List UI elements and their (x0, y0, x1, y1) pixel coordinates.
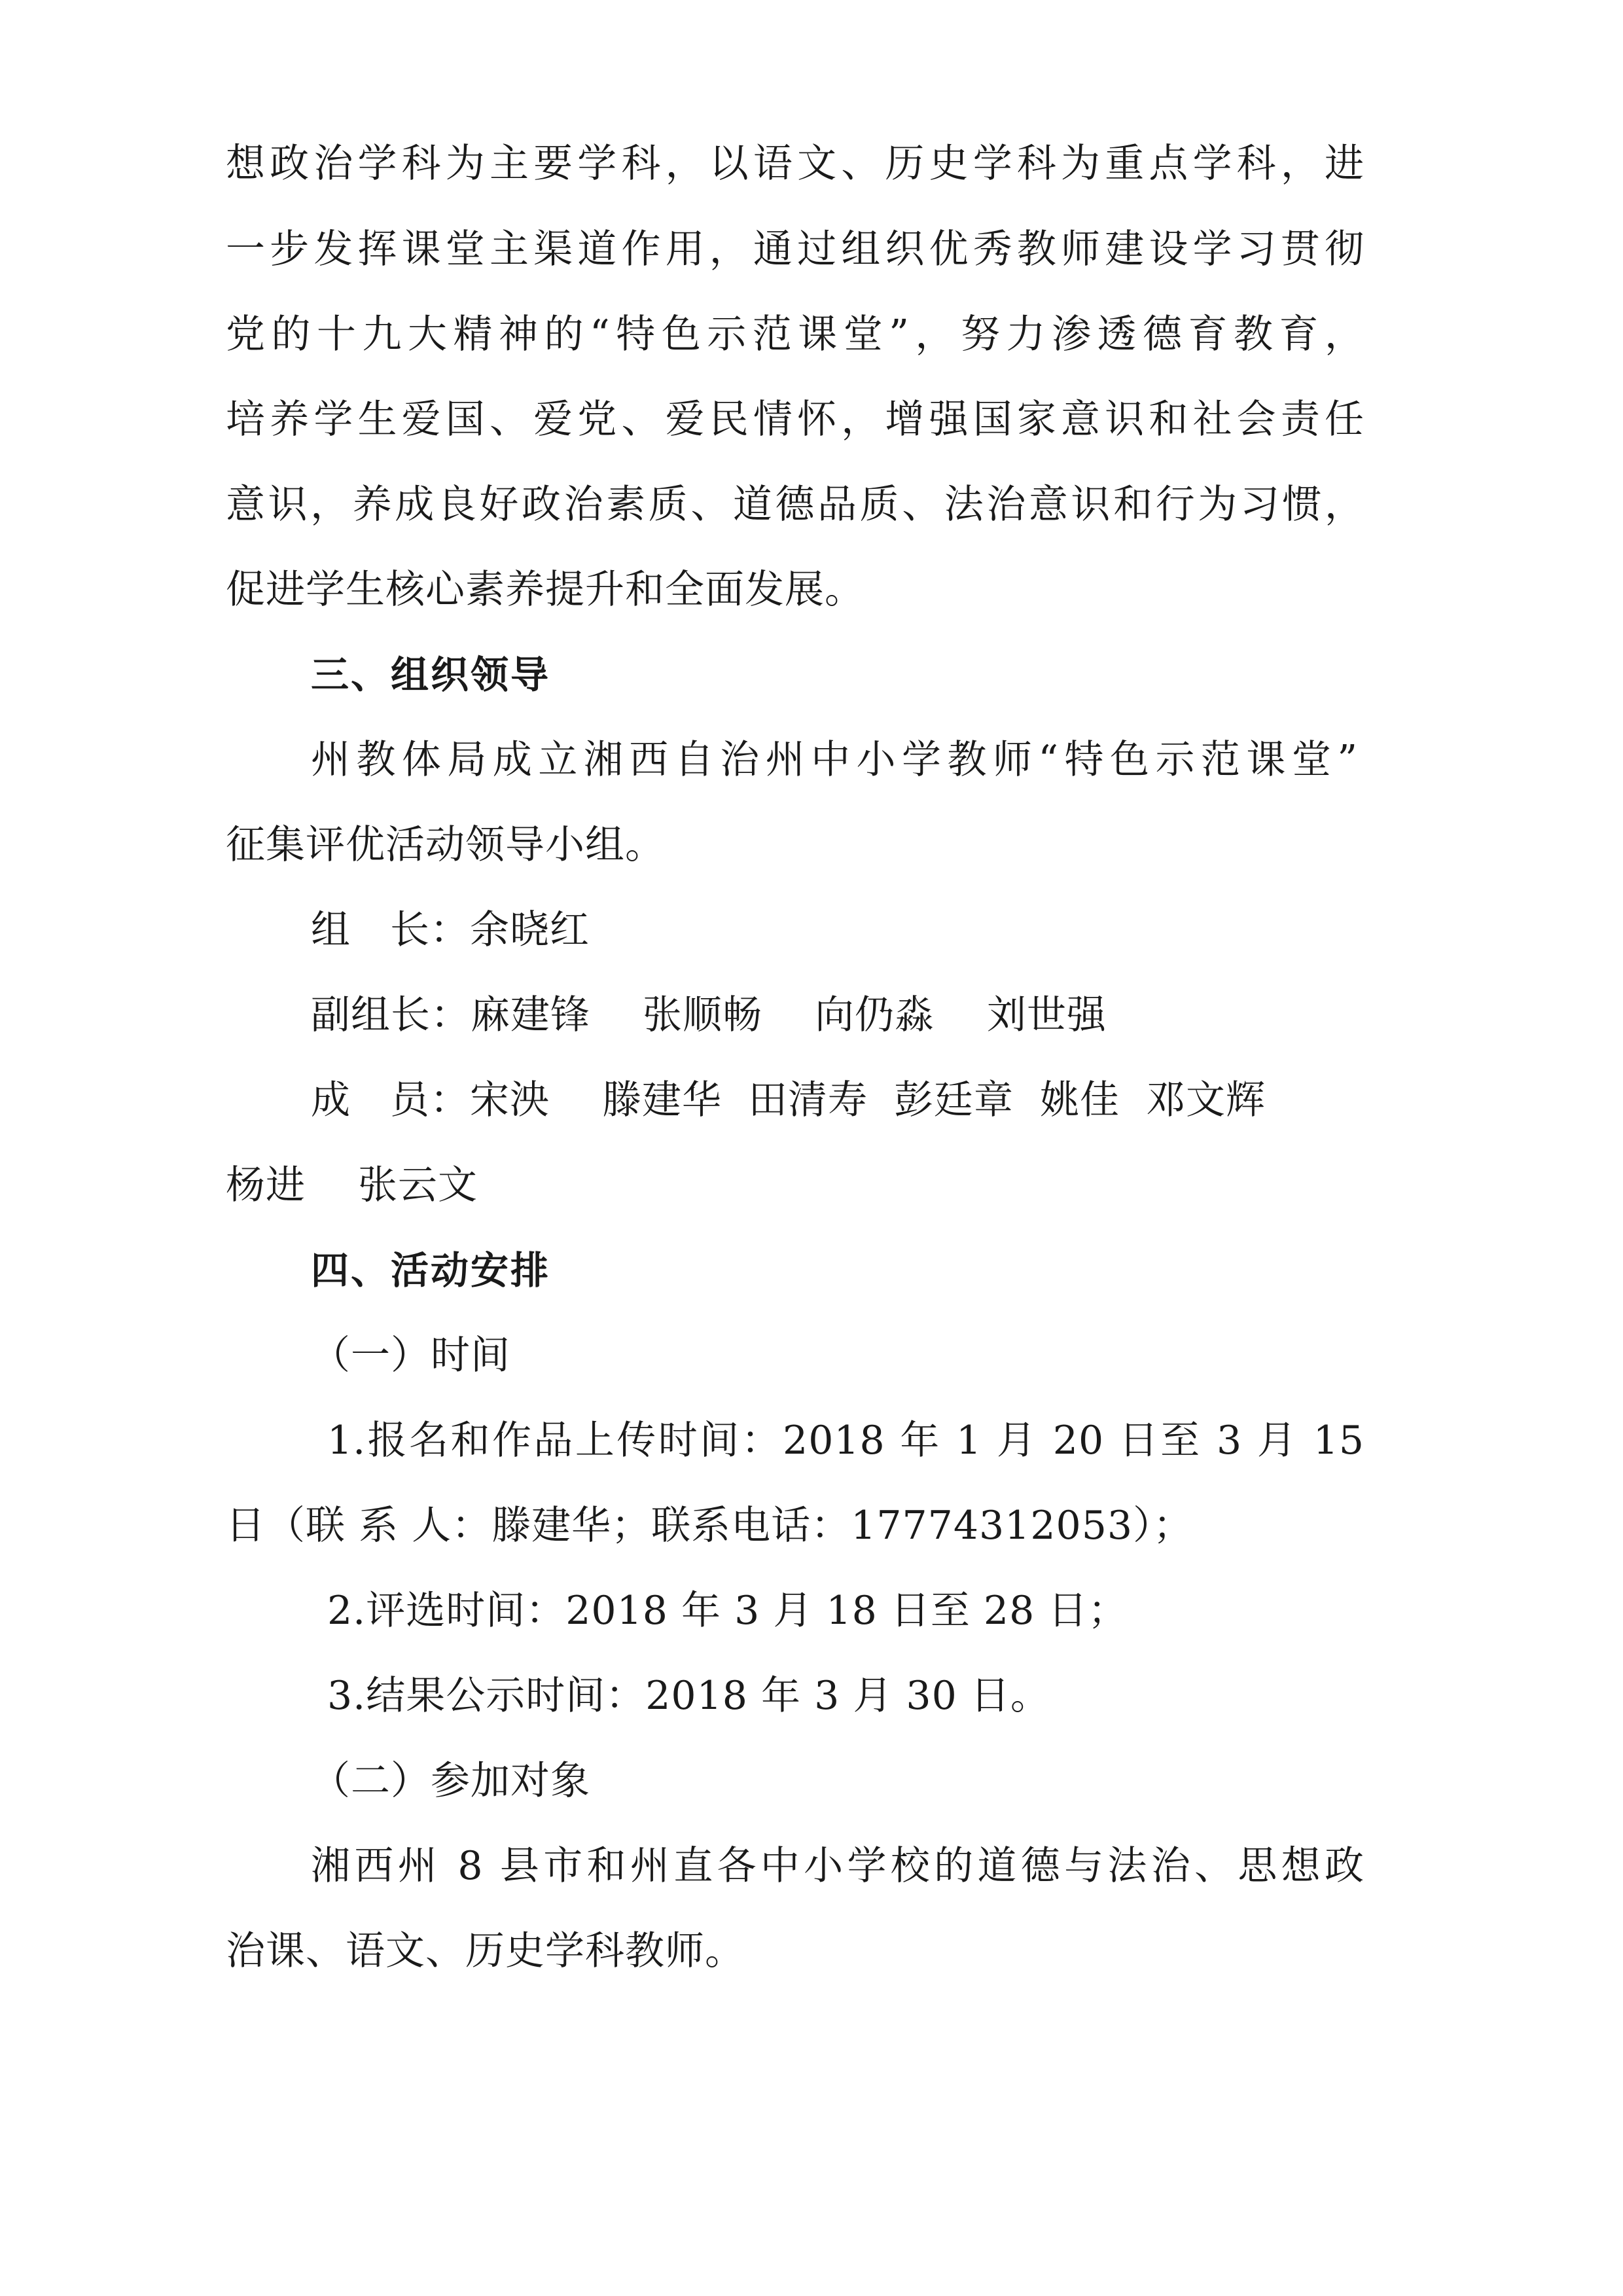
members-label-a: 成 (311, 1077, 351, 1123)
members-row-2 (226, 1162, 1364, 1209)
member-name: 杨进 (226, 1162, 306, 1208)
subsection-participants-heading: （二）参加对象 (311, 1758, 590, 1804)
member-name: 滕建华 (602, 1077, 722, 1123)
intro-line-6: 促进学生核心素养提升和全面发展。 (226, 567, 865, 613)
members-label-b: 员： (390, 1077, 470, 1123)
intro-line-1: 想政治学科为主要学科，以语文、历史学科为重点学科，进 (226, 141, 1364, 187)
member-name: 田清寿 (748, 1077, 868, 1123)
deputy-name: 张顺畅 (643, 992, 762, 1038)
member-name: 彭廷章 (894, 1077, 1014, 1123)
member-name: 宋泱 (470, 1077, 550, 1123)
deputy-label: 副组长： (311, 992, 471, 1038)
leader-label-a: 组 (311, 907, 351, 953)
intro-line-3: 党的十九大精神的“特色示范课堂”，努力渗透德育教育， (226, 312, 1364, 357)
section-four-heading: 四、活动安排 (311, 1248, 551, 1293)
member-name: 邓文辉 (1146, 1077, 1266, 1123)
deputy-name: 麻建锋 (471, 992, 590, 1038)
participants-line-2: 治课、语文、历史学科教师。 (226, 1928, 745, 1974)
time-item-2: 2.评选时间：2018 年 3 月 18 日至 28 日； (327, 1588, 1128, 1634)
section-three-heading: 三、组织领导 (311, 653, 551, 697)
members-row-1 (311, 1077, 1450, 1124)
member-name: 姚佳 (1040, 1077, 1120, 1123)
section-three-para-line-2: 征集评优活动领导小组。 (226, 822, 665, 868)
time-item-3: 3.结果公示时间：2018 年 3 月 30 日。 (327, 1673, 1050, 1719)
subsection-time-heading: （一）时间 (311, 1333, 510, 1378)
participants-line-1: 湘西州 8 县市和州直各中小学校的道德与法治、思想政 (311, 1843, 1364, 1889)
leader-label-b: 长： (390, 907, 470, 953)
section-three-para-line-1: 州教体局成立湘西自治州中小学教师“特色示范课堂” (311, 737, 1358, 783)
leader-name: 余晓红 (470, 907, 590, 953)
intro-line-2: 一步发挥课堂主渠道作用，通过组织优秀教师建设学习贯彻 (226, 226, 1364, 272)
deputy-name: 向仍淼 (815, 992, 935, 1038)
deputy-row (311, 992, 1450, 1039)
intro-line-5: 意识，养成良好政治素质、道德品质、法治意识和行为习惯， (226, 482, 1364, 528)
leader-row (311, 906, 1450, 954)
time-item-1-line-2: 日（联 系 人：滕建华；联系电话：17774312053）； (226, 1503, 1194, 1549)
intro-line-4: 培养学生爱国、爱党、爱民情怀，增强国家意识和社会责任 (226, 397, 1364, 442)
time-item-1-line-1: 1.报名和作品上传时间：2018 年 1 月 20 日至 3 月 15 (327, 1418, 1364, 1463)
member-name: 张云文 (358, 1162, 478, 1208)
deputy-name: 刘世强 (987, 992, 1107, 1038)
